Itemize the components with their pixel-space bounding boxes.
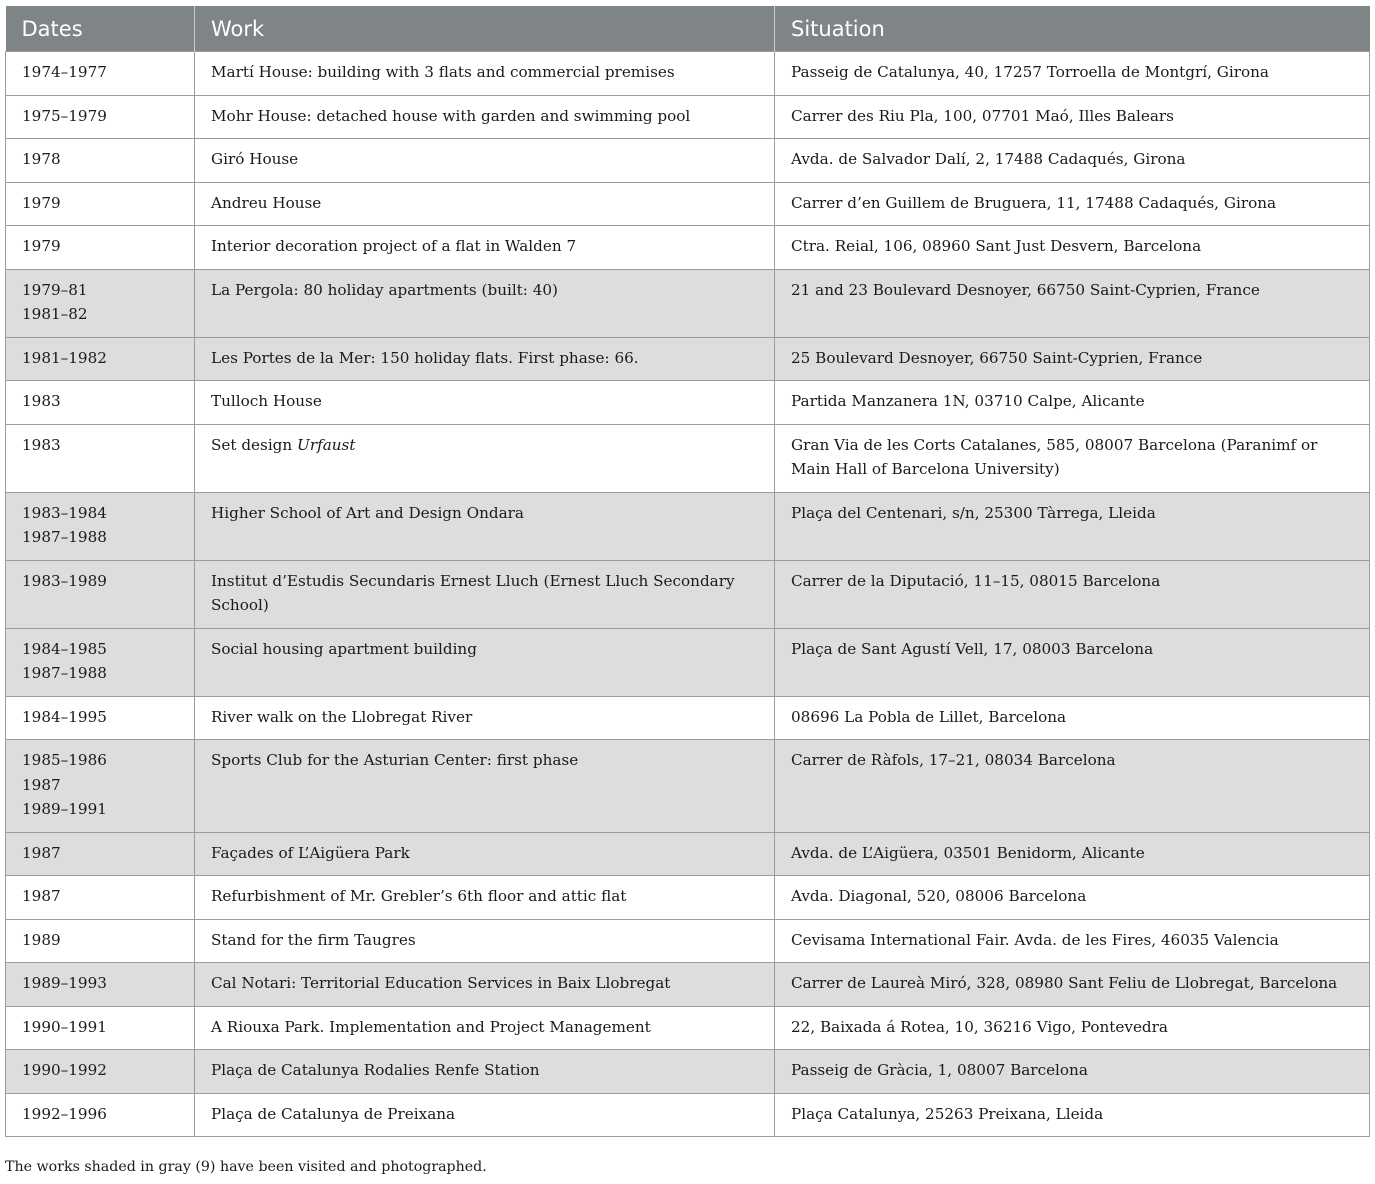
cell-dates [6,740,195,833]
work-text: Interior decoration project of a flat in Walden 7 [211,237,577,255]
cell-work [195,1006,775,1050]
cell-work [195,182,775,226]
work-text: River walk on the Llobregat River [211,707,473,726]
table-row [6,1006,1370,1050]
work-text: A Riouxa Park. Implementation and Project Management [211,1017,651,1036]
header-situation: Situation [775,6,1370,52]
table-row [6,139,1370,183]
date-line: 1990–1991 [22,1017,107,1036]
work-text: Façades of L’Aigüera Park [211,843,410,862]
table-row [6,963,1370,1007]
table-body [6,52,1370,1137]
date-line: 1979 [22,193,61,212]
date-line: 1981–1982 [22,348,107,367]
cell-work [195,492,775,560]
work-text: Andreu House [211,193,322,212]
cell-dates [6,492,195,560]
cell-work [195,381,775,425]
table-row [6,424,1370,492]
cell-work [195,1093,775,1137]
cell-work [195,52,775,96]
table-row [6,492,1370,560]
work-text: Plaça de Catalunya de Preixana [211,1104,456,1123]
date-line: 1978 [22,150,61,168]
cell-dates [6,876,195,920]
table-row [6,1050,1370,1094]
date-line: 1987–1988 [22,664,107,682]
cell-situation: Avda. de L’Aigüera, 03501 Benidorm, Alicante [775,832,1370,876]
work-text: Set design [211,435,298,454]
work-text: Higher School of Art and Design Ondara [211,503,524,522]
work-text: La Pergola: 80 holiday apartments (built: 40) [211,280,558,299]
works-table [5,6,1370,1137]
cell-situation: Passeig de Gràcia, 1, 08007 Barcelona [775,1050,1370,1094]
cell-situation: Partida Manzanera 1N, 03710 Calpe, Alicante [775,381,1370,425]
table-row [6,876,1370,920]
date-line: 1987 [22,843,61,862]
table-row [6,226,1370,270]
cell-work [195,832,775,876]
cell-dates [6,95,195,139]
cell-work [195,560,775,628]
date-line: 1974–1977 [22,63,107,81]
cell-dates [6,424,195,492]
table-row [6,919,1370,963]
work-text: Tulloch House [211,392,322,410]
cell-dates [6,381,195,425]
cell-situation: 22, Baixada á Rotea, 10, 36216 Vigo, Pontevedra [775,1006,1370,1050]
date-line: 1985–1986 [22,751,107,769]
cell-work [195,876,775,920]
cell-situation: Carrer de Laureà Miró, 328, 08980 Sant Feliu de Llobregat, Barcelona [775,963,1370,1007]
date-line: 1983 [22,392,61,410]
table-row [6,381,1370,425]
table-row [6,182,1370,226]
work-text: Les Portes de la Mer: 150 holiday flats. First phase: 66. [211,348,639,367]
date-line: 1979–81 [22,280,88,299]
work-text: Stand for the firm Taugres [211,930,416,949]
cell-situation: Carrer de la Diputació, 11–15, 08015 Barcelona [775,560,1370,628]
cell-dates [6,52,195,96]
cell-dates [6,1006,195,1050]
cell-dates [6,139,195,183]
cell-dates [6,696,195,740]
date-line: 1983–1984 [22,503,107,522]
header-row [6,6,1370,52]
cell-work [195,919,775,963]
work-title-italic: Urfaust [297,435,356,454]
cell-situation: Plaça de Sant Agustí Vell, 17, 08003 Barcelona [775,628,1370,696]
table-row [6,52,1370,96]
date-line: 1989–1991 [22,800,107,818]
work-text: Institut d’Estudis Secundaris Ernest Lluch (Ernest Lluch Secondary School) [211,571,735,614]
cell-dates [6,963,195,1007]
cell-dates [6,919,195,963]
cell-situation: Carrer d’en Guillem de Bruguera, 11, 17488 Cadaqués, Girona [775,182,1370,226]
work-text: Sports Club for the Asturian Center: first phase [211,751,579,769]
date-line: 1984–1995 [22,707,107,726]
date-line: 1987–1988 [22,528,107,546]
work-text: Cal Notari: Territorial Education Services in Baix Llobregat [211,974,671,992]
date-line: 1981–82 [22,305,88,323]
cell-work [195,269,775,337]
cell-dates [6,269,195,337]
table-row [6,832,1370,876]
cell-situation: Plaça Catalunya, 25263 Preixana, Lleida [775,1093,1370,1137]
work-text: Social housing apartment building [211,639,477,658]
work-text: Refurbishment of Mr. Grebler’s 6th floor and attic flat [211,887,627,905]
date-line: 1983–1989 [22,571,107,590]
cell-work [195,696,775,740]
cell-situation: Carrer des Riu Pla, 100, 07701 Maó, Illes Balears [775,95,1370,139]
cell-situation: Plaça del Centenari, s/n, 25300 Tàrrega, Lleida [775,492,1370,560]
cell-situation: 25 Boulevard Desnoyer, 66750 Saint-Cyprien, France [775,337,1370,381]
work-text: Plaça de Catalunya Rodalies Renfe Station [211,1061,540,1079]
date-line: 1990–1992 [22,1061,107,1079]
header-dates: Dates [6,6,195,52]
table-footnote: The works shaded in gray (9) have been visited and photographed. [5,1159,487,1175]
table-row [6,628,1370,696]
cell-dates [6,182,195,226]
date-line: 1989–1993 [22,974,107,992]
table-row [6,740,1370,833]
cell-dates [6,1093,195,1137]
cell-work [195,963,775,1007]
date-line: 1984–1985 [22,639,107,658]
cell-situation: 21 and 23 Boulevard Desnoyer, 66750 Saint-Cyprien, France [775,269,1370,337]
cell-dates [6,226,195,270]
header-work: Work [195,6,775,52]
cell-situation: Ctra. Reial, 106, 08960 Sant Just Desvern, Barcelona [775,226,1370,270]
cell-situation: Carrer de Ràfols, 17–21, 08034 Barcelona [775,740,1370,833]
cell-situation: Passeig de Catalunya, 40, 17257 Torroella de Montgrí, Girona [775,52,1370,96]
cell-work [195,1050,775,1094]
table-row [6,696,1370,740]
cell-dates [6,337,195,381]
cell-work [195,628,775,696]
cell-work [195,337,775,381]
cell-work [195,740,775,833]
cell-situation: Avda. Diagonal, 520, 08006 Barcelona [775,876,1370,920]
cell-dates [6,628,195,696]
cell-dates [6,1050,195,1094]
date-line: 1975–1979 [22,106,107,125]
table-row [6,560,1370,628]
date-line: 1992–1996 [22,1104,107,1123]
date-line: 1983 [22,435,61,454]
cell-work [195,95,775,139]
cell-situation: Gran Via de les Corts Catalanes, 585, 08007 Barcelona (Paranimf or Main Hall of Barcelona University) [775,424,1370,492]
date-line: 1987 [22,775,61,794]
works-table-container [5,6,1369,1137]
cell-work [195,424,775,492]
cell-dates [6,560,195,628]
table-row [6,1093,1370,1137]
table-row [6,95,1370,139]
cell-dates [6,832,195,876]
cell-situation: 08696 La Pobla de Lillet, Barcelona [775,696,1370,740]
date-line: 1989 [22,930,61,949]
work-text: Martí House: building with 3 flats and commercial premises [211,63,675,81]
work-text: Mohr House: detached house with garden and swimming pool [211,106,691,125]
cell-work [195,139,775,183]
date-line: 1979 [22,237,61,255]
table-row [6,269,1370,337]
cell-situation: Cevisama International Fair. Avda. de les Fires, 46035 Valencia [775,919,1370,963]
cell-situation: Avda. de Salvador Dalí, 2, 17488 Cadaqués, Girona [775,139,1370,183]
work-text: Giró House [211,150,299,168]
table-row [6,337,1370,381]
date-line: 1987 [22,887,61,905]
cell-work [195,226,775,270]
